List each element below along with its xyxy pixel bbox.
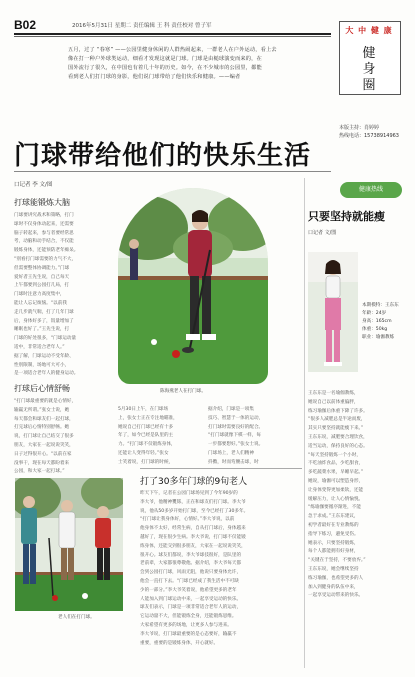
text-line: 据介绍，门球是一项集 xyxy=(208,407,254,412)
text-line: 昨天下午，记者在公园门球场见到了今年90岁的 xyxy=(140,491,238,496)
section-3-heading: 打了30多年门球的9旬老人 xyxy=(140,477,248,487)
badge-line-3: 圈 xyxy=(362,78,376,93)
text-line: 上，张女士正在专注地瞄准， xyxy=(118,415,178,421)
text-line: “关键在于坚持，不要放弃。” xyxy=(308,558,366,564)
text-line: 李大爷说，打门球最重要的是心态要好，输赢不 xyxy=(140,631,237,637)
intro-line: 国外流行了很久，在中国也有着几十年的历史。如今，在不少城市的公园里，都能 xyxy=(68,65,262,71)
text-line: 朋友，大家在一起说说笑笑， xyxy=(14,442,74,448)
text-line: 性别限制，场地可大可小， xyxy=(14,362,70,368)
text-line: 脑子转起来，参与者要经常思 xyxy=(14,230,74,236)
badge-line-1: 健 xyxy=(362,46,376,61)
text-line: 加入到健身的队伍中来， xyxy=(308,584,359,590)
photo-3-caption: 老人们在打门球。 xyxy=(58,615,95,620)
text-line: 王东东是一名瑜伽教练， xyxy=(308,391,359,396)
text-line: 5月30日上午，在门球场 xyxy=(118,407,169,412)
middle-column-text xyxy=(118,406,198,468)
model-photo-art xyxy=(308,252,358,372)
text-line: 爱好者王先生说，自己每天 xyxy=(14,274,70,280)
text-line: “打门球最重要的就是心情好， xyxy=(14,399,77,404)
text-line: 说，他从50多岁开始打门球，至今已经打了30多年。 xyxy=(140,508,249,514)
right-column-text xyxy=(208,406,302,468)
text-line: 球友们表示，门球是一项非常适合老年人的运动， xyxy=(140,605,242,611)
text-line: 睡眠也好了。”王先生说，打 xyxy=(14,327,70,333)
text-line: 技巧、智慧于一体的运动， xyxy=(208,415,264,421)
text-line: 说，打门球让自己结交了很多 xyxy=(14,434,74,440)
text-line: 门球场上，老人们精神 xyxy=(208,450,254,456)
text-line: 缓解压力，让人心情愉悦。 xyxy=(308,496,364,502)
sidebar-tag: 健康热线 xyxy=(340,182,402,198)
text-line: 后，身体好多了，饭量增加了 xyxy=(14,318,74,324)
text-line: 一步都要想好。”张女士说。 xyxy=(208,442,264,448)
text-line: 球时不仅身体动起来，还需要 xyxy=(14,221,74,227)
date-line: 2016年5月31日 星期二 责任编辑 王 科 责任校对 曾子军 xyxy=(72,23,212,29)
section-2-text xyxy=(14,398,114,477)
text-line: 指导下练习，避免受伤。 xyxy=(308,531,359,537)
elderly-players-photo-art xyxy=(15,478,123,611)
text-line: 初学者最好在专业教练的 xyxy=(308,522,359,528)
editor-host: 本版主持：肖婷婷 xyxy=(339,125,380,131)
section-1-heading: 打球能锻炼大脑 xyxy=(14,198,70,207)
text-line: 她说，瑜伽可以塑造身形， xyxy=(308,478,364,484)
text-line: 输赢无所谓。”张女士说，她 xyxy=(14,407,70,413)
text-line: 她表示，只要坚持锻炼， xyxy=(308,540,359,546)
text-line: 门球要讲究战术和策略，打门 xyxy=(14,213,74,218)
page-code: B02 xyxy=(14,18,37,32)
text-line: 公园，和大家一起打球。” xyxy=(14,469,65,475)
text-line: 练习瑜伽，也希望更多的人 xyxy=(308,575,364,581)
text-line: 力。“打门球不仅锻炼身体， xyxy=(118,442,176,448)
intro-paragraph xyxy=(68,46,330,82)
text-line: 他会一直打下去。“门球已经成了我生活中不可缺 xyxy=(140,578,239,584)
text-line: 考，动脑和动手结合，不仅能 xyxy=(14,239,74,245)
intro-line: 像在打一种户外球类运动，细看才发现这就是门球。门球是由槌球演变而来的，在 xyxy=(68,56,262,62)
text-line: 老前辈，大家都很尊敬他。据介绍，李大爷每天都 xyxy=(140,561,242,567)
gateball-photo-art xyxy=(118,188,268,384)
text-line: 门球时注意力高度集中， xyxy=(14,292,65,298)
info-line: 本期模特：王东东 xyxy=(362,303,399,308)
text-line: 重要，重要的是锻炼身体，开心就好。 xyxy=(140,640,219,646)
text-line: “很多人减肥总是半途而废， xyxy=(308,417,366,423)
text-line: 她说自己打门球已经有十多 xyxy=(118,424,174,430)
badge-line-2: 身 xyxy=(362,62,376,77)
text-line: “每天坚持锻炼一个小时， xyxy=(308,452,361,458)
text-line: 抖擞，时而弯腰击球，时 xyxy=(208,459,259,465)
sidebar-text xyxy=(308,390,404,601)
text-line: “练瑜伽要循序渐进，不能 xyxy=(308,505,361,511)
sidebar-title: 只要坚持就能瘦 xyxy=(308,210,385,223)
intro-line: 五月，过了 “春寒” ——公园里健身休闲的人群热闹起来，一群老人在户外运动，看上去 xyxy=(68,47,277,53)
text-line: 王东东说，她会继续坚持 xyxy=(308,566,359,572)
elderly-players-photo xyxy=(15,478,123,611)
headline: 门球带给他们的快乐生活 xyxy=(14,141,312,171)
section-1-text xyxy=(14,212,114,379)
text-line: 还能让人变得年轻。”张女 xyxy=(118,450,169,456)
text-line: 据了解，门球运动不受年龄、 xyxy=(14,353,74,359)
text-line: 会到公园打门球，风雨无阻，他说只要身体允许， xyxy=(140,570,242,576)
text-line: 能让人忘记烦恼。“以前我 xyxy=(14,300,67,306)
text-line: 没事干，现在每天都盼着来 xyxy=(14,460,70,466)
text-line: 急于求成。”王东东建议， xyxy=(308,514,359,520)
text-line: 它运动量不大，但能锻炼全身，还能锻炼思维。 xyxy=(140,614,237,620)
text-line: 但需要整体协调能力。”门球 xyxy=(14,265,70,271)
text-line: 练习瑜伽后体重下降了许多。 xyxy=(308,408,368,414)
section-2-heading: 打球后心情舒畅 xyxy=(14,384,70,393)
text-line: “别看打门球需要的力气不大， xyxy=(14,256,77,262)
text-line: 打门球时需要良好的配合。 xyxy=(208,424,264,430)
text-line: 上午都要到公园打几局，打 xyxy=(14,283,70,289)
gateball-photo xyxy=(118,188,268,384)
text-line: 打完球后心情特别舒畅。她 xyxy=(14,425,70,431)
text-line: “打门球就像下棋一样，每 xyxy=(208,433,261,439)
info-line: 体重：50kg xyxy=(362,327,388,332)
text-line: 每天都会和球友们一起打球， xyxy=(14,416,74,422)
text-line: 让身体变得更加柔软，还能 xyxy=(308,487,364,493)
section-3-rule xyxy=(140,468,302,469)
text-line: 大家希望有更多的场地，让更多人参与进来。 xyxy=(140,622,232,628)
text-line: 王东东说，减肥要合理饮食， xyxy=(308,434,368,440)
model-info xyxy=(362,302,404,342)
headline-rule xyxy=(14,171,331,172)
text-line: 人能加入到门球运动中来，一起享受运动的快乐。 xyxy=(140,596,242,602)
text-line: 很开心。球友们都说，李大爷球技很好，是队里的 xyxy=(140,552,242,558)
text-line: 是一项适合老年人的健身运动。 xyxy=(14,371,79,377)
masthead-rule xyxy=(14,33,331,35)
text-line: 其实只要坚持就能瘦下来。” xyxy=(308,426,364,432)
text-line: 适中，非常适合老年人。” xyxy=(14,344,65,350)
text-line: “打门球让我身体好，心情好。”李大爷说，以前 xyxy=(140,517,235,523)
text-line: 走几步就气喘，打了几年门球 xyxy=(14,309,74,315)
text-line: 他身体不太好，经常生病，自从打门球后，身体越来 xyxy=(140,526,246,532)
text-line: 一起享受运动带来的快乐。 xyxy=(308,593,364,599)
info-line: 身高：165cm xyxy=(362,319,392,324)
text-line: 锻炼身体，还能预防老年痴呆。 xyxy=(14,248,79,254)
section-3-text xyxy=(140,490,302,648)
sidebar-divider xyxy=(304,178,305,668)
intro-line: 看到老人们打门球的身影，他们说门球带给了他们快乐和健康。——编者 xyxy=(68,74,241,80)
info-line: 年龄：24岁 xyxy=(362,311,387,316)
text-line: 少的一部分。”李大爷笑着说，他希望更多的老年 xyxy=(140,587,237,593)
text-line: 门球的好处很多，“门球运动量 xyxy=(14,336,77,342)
masthead-rule-thin xyxy=(14,36,331,37)
info-line: 职业：瑜伽教练 xyxy=(362,335,395,340)
text-line: 日子过得很开心。“以前在家 xyxy=(14,451,72,457)
byline: 口记者 李 文/图 xyxy=(14,182,53,188)
text-line: 炼身体，还能交到很多朋友，大家在一起说说笑笑， xyxy=(140,543,246,549)
photo-1-caption: 陈海燕老人在打门球。 xyxy=(160,389,206,394)
text-line: 不吃油炸食品，少吃甜食， xyxy=(308,461,364,467)
text-line: 适当运动，保持良好的心态。 xyxy=(308,443,368,449)
text-line: 多吃蔬菜水果，早睡早起。” xyxy=(308,470,364,476)
text-line: 李大爷，他精神矍铄，正在和球友们打门球。李大爷 xyxy=(140,499,246,505)
text-line: 年了，如今已经是队里的主 xyxy=(118,433,174,439)
text-line: 士笑着说，打门球的时候， xyxy=(118,459,174,465)
text-line: 越好了，现在很少生病。李大爷说，打门球不仅能锻 xyxy=(140,534,246,540)
editor-phone: 热线电话：15738914963 xyxy=(339,133,399,139)
model-photo xyxy=(308,252,358,372)
text-line: 她说自己以前体重偏胖， xyxy=(308,399,359,405)
badge-brand: 大 中 健 康 xyxy=(345,25,393,35)
editor-info xyxy=(339,124,403,140)
sidebar-byline: 口记者 文/图 xyxy=(308,230,337,236)
text-line: 每个人都能拥有好身材， xyxy=(308,549,359,555)
